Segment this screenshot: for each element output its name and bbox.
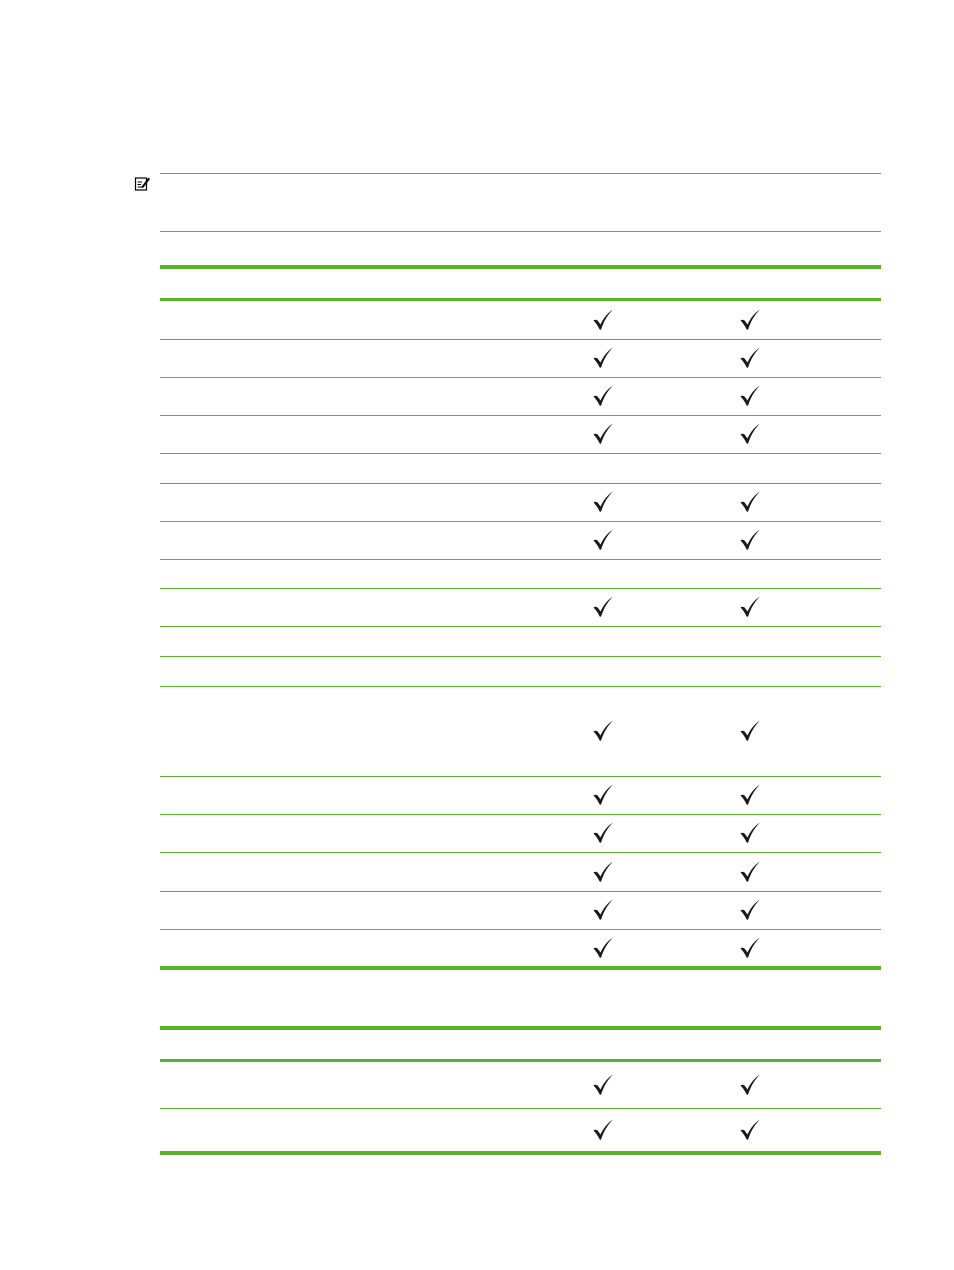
checkmark-icon [591, 346, 615, 370]
table-row [160, 1108, 881, 1151]
table-row [160, 1062, 881, 1108]
checkmark-icon [591, 595, 615, 619]
table-1-bottom-rule [160, 966, 881, 970]
table-row [160, 559, 881, 588]
table-row [160, 415, 881, 453]
checkmark-icon [591, 1118, 615, 1142]
table-row [160, 483, 881, 521]
checkmark-icon [738, 422, 762, 446]
table-row [160, 891, 881, 929]
checkmark-icon [738, 936, 762, 960]
checkmark-icon [591, 821, 615, 845]
table-row [160, 301, 881, 339]
table-row [160, 626, 881, 656]
table-1-top-rule [160, 265, 881, 269]
checkmark-icon [738, 528, 762, 552]
checkmark-icon [591, 422, 615, 446]
note-pencil-icon [134, 175, 151, 192]
table-row [160, 776, 881, 814]
table-row [160, 521, 881, 559]
table-row [160, 656, 881, 686]
checkmark-icon [591, 898, 615, 922]
checkmark-icon [591, 860, 615, 884]
table-row [160, 339, 881, 377]
table-row [160, 377, 881, 415]
table-2-top-rule [160, 1026, 881, 1030]
checkmark-icon [738, 595, 762, 619]
checkmark-icon [738, 1118, 762, 1142]
checkmark-icon [738, 346, 762, 370]
checkmark-icon [591, 528, 615, 552]
table-2-bottom-rule [160, 1151, 881, 1155]
table-row [160, 852, 881, 891]
checkmark-icon [738, 490, 762, 514]
note-bottom-rule [160, 231, 881, 232]
checkmark-icon [738, 860, 762, 884]
table-row [160, 588, 881, 626]
checkmark-icon [738, 821, 762, 845]
checkmark-icon [738, 308, 762, 332]
checkmark-icon [591, 308, 615, 332]
checkmark-icon [591, 936, 615, 960]
checkmark-icon [738, 719, 762, 743]
checkmark-icon [591, 384, 615, 408]
table-row [160, 814, 881, 852]
checkmark-icon [591, 490, 615, 514]
checkmark-icon [591, 783, 615, 807]
checkmark-icon [738, 384, 762, 408]
table-row [160, 929, 881, 966]
note-top-rule [160, 173, 881, 174]
table-row [160, 686, 881, 776]
checkmark-icon [591, 1073, 615, 1097]
table-row [160, 453, 881, 483]
checkmark-icon [738, 783, 762, 807]
checkmark-icon [738, 1073, 762, 1097]
checkmark-icon [738, 898, 762, 922]
checkmark-icon [591, 719, 615, 743]
